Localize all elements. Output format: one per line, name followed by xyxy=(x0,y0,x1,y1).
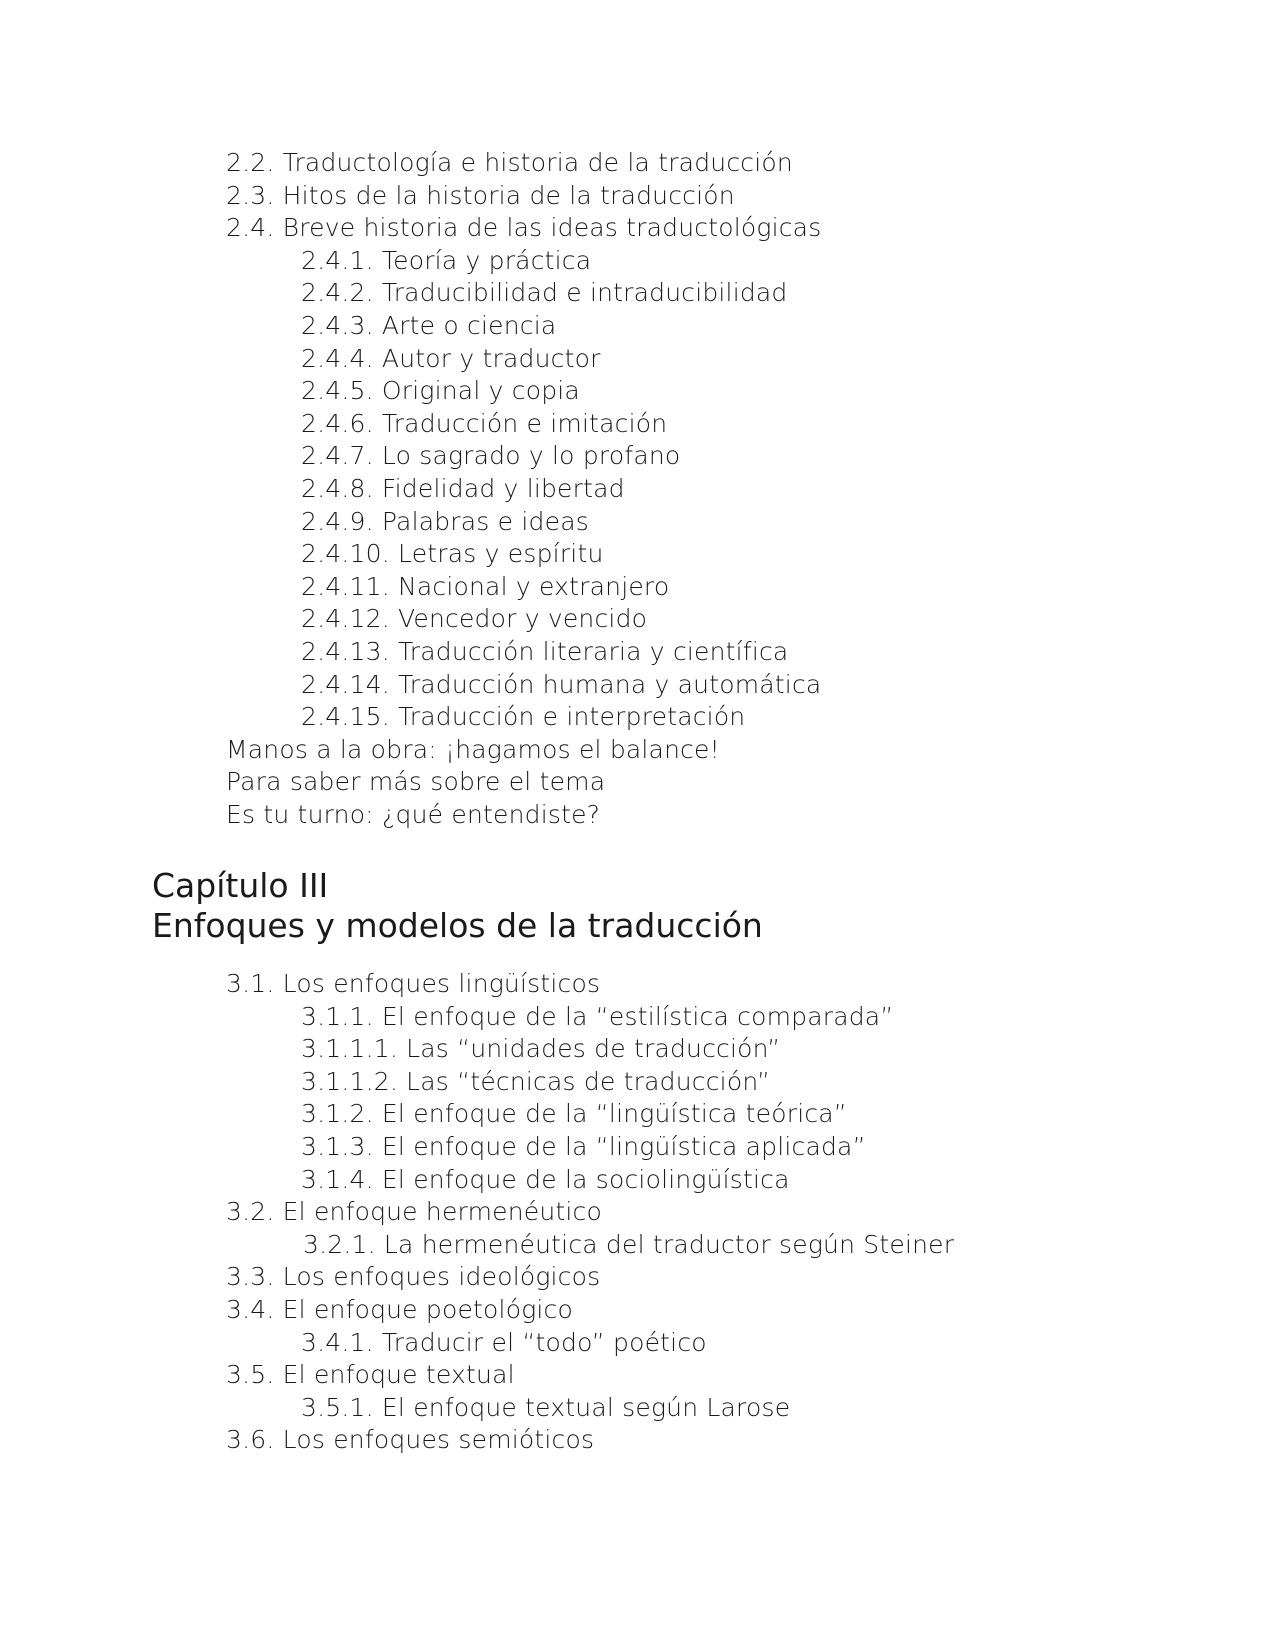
toc-entry: 3.5. El enfoque textual xyxy=(226,1360,515,1390)
toc-entry: 2.4.3. Arte o ciencia xyxy=(301,310,557,340)
toc-entry: Manos a la obra: ¡hagamos el balance! xyxy=(226,734,720,764)
toc-entry: 2.4.2. Traducibilidad e intraducibilidad xyxy=(301,278,788,308)
toc-entry: 2.4.9. Palabras e ideas xyxy=(301,506,589,536)
toc-entry: 2.4.4. Autor y traductor xyxy=(301,343,601,373)
toc-entry: 2.4.8. Fidelidad y libertad xyxy=(301,473,625,503)
toc-entry: Es tu turno: ¿qué entendiste? xyxy=(226,799,601,829)
table-of-contents-section-3 xyxy=(0,968,954,1457)
toc-entry: 3.2.1. La hermenéutica del traductor según Steiner xyxy=(303,1229,955,1259)
chapter-number: Capítulo III xyxy=(152,866,329,905)
toc-entry: 3.4. El enfoque poetológico xyxy=(226,1294,573,1324)
toc-entry: 2.4.11. Nacional y extranjero xyxy=(301,571,670,601)
toc-entry: 2.4.15. Traducción e interpretación xyxy=(301,702,746,732)
toc-entry: 2.4. Breve historia de las ideas traductológicas xyxy=(226,213,822,243)
toc-entry: 3.1. Los enfoques lingüísticos xyxy=(226,969,601,998)
toc-entry: 3.1.3. El enfoque de la “lingüística aplicada” xyxy=(301,1131,866,1161)
toc-entry: Para saber más sobre el tema xyxy=(226,767,606,797)
chapter-title: Enfoques y modelos de la traducción xyxy=(152,906,763,945)
toc-entry: 3.1.1.1. Las “unidades de traducción” xyxy=(301,1034,781,1064)
toc-entry: 2.4.12. Vencedor y vencido xyxy=(301,604,648,634)
toc-entry: 3.1.1. El enfoque de la “estilística comparada” xyxy=(301,1001,894,1031)
toc-entry: 2.4.7. Lo sagrado y lo profano xyxy=(301,441,681,471)
toc-entry: 2.4.5. Original y copia xyxy=(301,376,580,406)
toc-entry: 3.1.1.2. Las “técnicas de traducción” xyxy=(301,1066,771,1096)
toc-entry: 2.3. Hitos de la historia de la traducción xyxy=(226,180,735,210)
toc-entry: 3.3. Los enfoques ideológicos xyxy=(226,1262,601,1292)
toc-entry: 3.6. Los enfoques semióticos xyxy=(226,1425,595,1455)
toc-entry: 2.4.1. Teoría y práctica xyxy=(301,245,592,275)
chapter-heading xyxy=(152,866,763,946)
toc-entry: 2.4.10. Letras y espíritu xyxy=(301,539,604,569)
toc-entry: 3.5.1. El enfoque textual según Larose xyxy=(301,1392,791,1422)
toc-entry: 2.4.6. Traducción e imitación xyxy=(301,408,668,438)
toc-entry: 2.4.14. Traducción humana y automática xyxy=(301,669,822,699)
toc-entry: 3.2. El enfoque hermenéutico xyxy=(226,1197,602,1227)
toc-entry: 2.4.13. Traducción literaria y científica xyxy=(301,636,789,666)
toc-entry: 2.2. Traductología e historia de la traducción xyxy=(226,148,793,177)
toc-entry: 3.1.2. El enfoque de la “lingüística teórica” xyxy=(301,1099,847,1129)
table-of-contents-section-2 xyxy=(0,147,821,831)
toc-entry: 3.1.4. El enfoque de la sociolingüística xyxy=(301,1164,790,1194)
toc-entry: 3.4.1. Traducir el “todo” poético xyxy=(301,1327,707,1357)
